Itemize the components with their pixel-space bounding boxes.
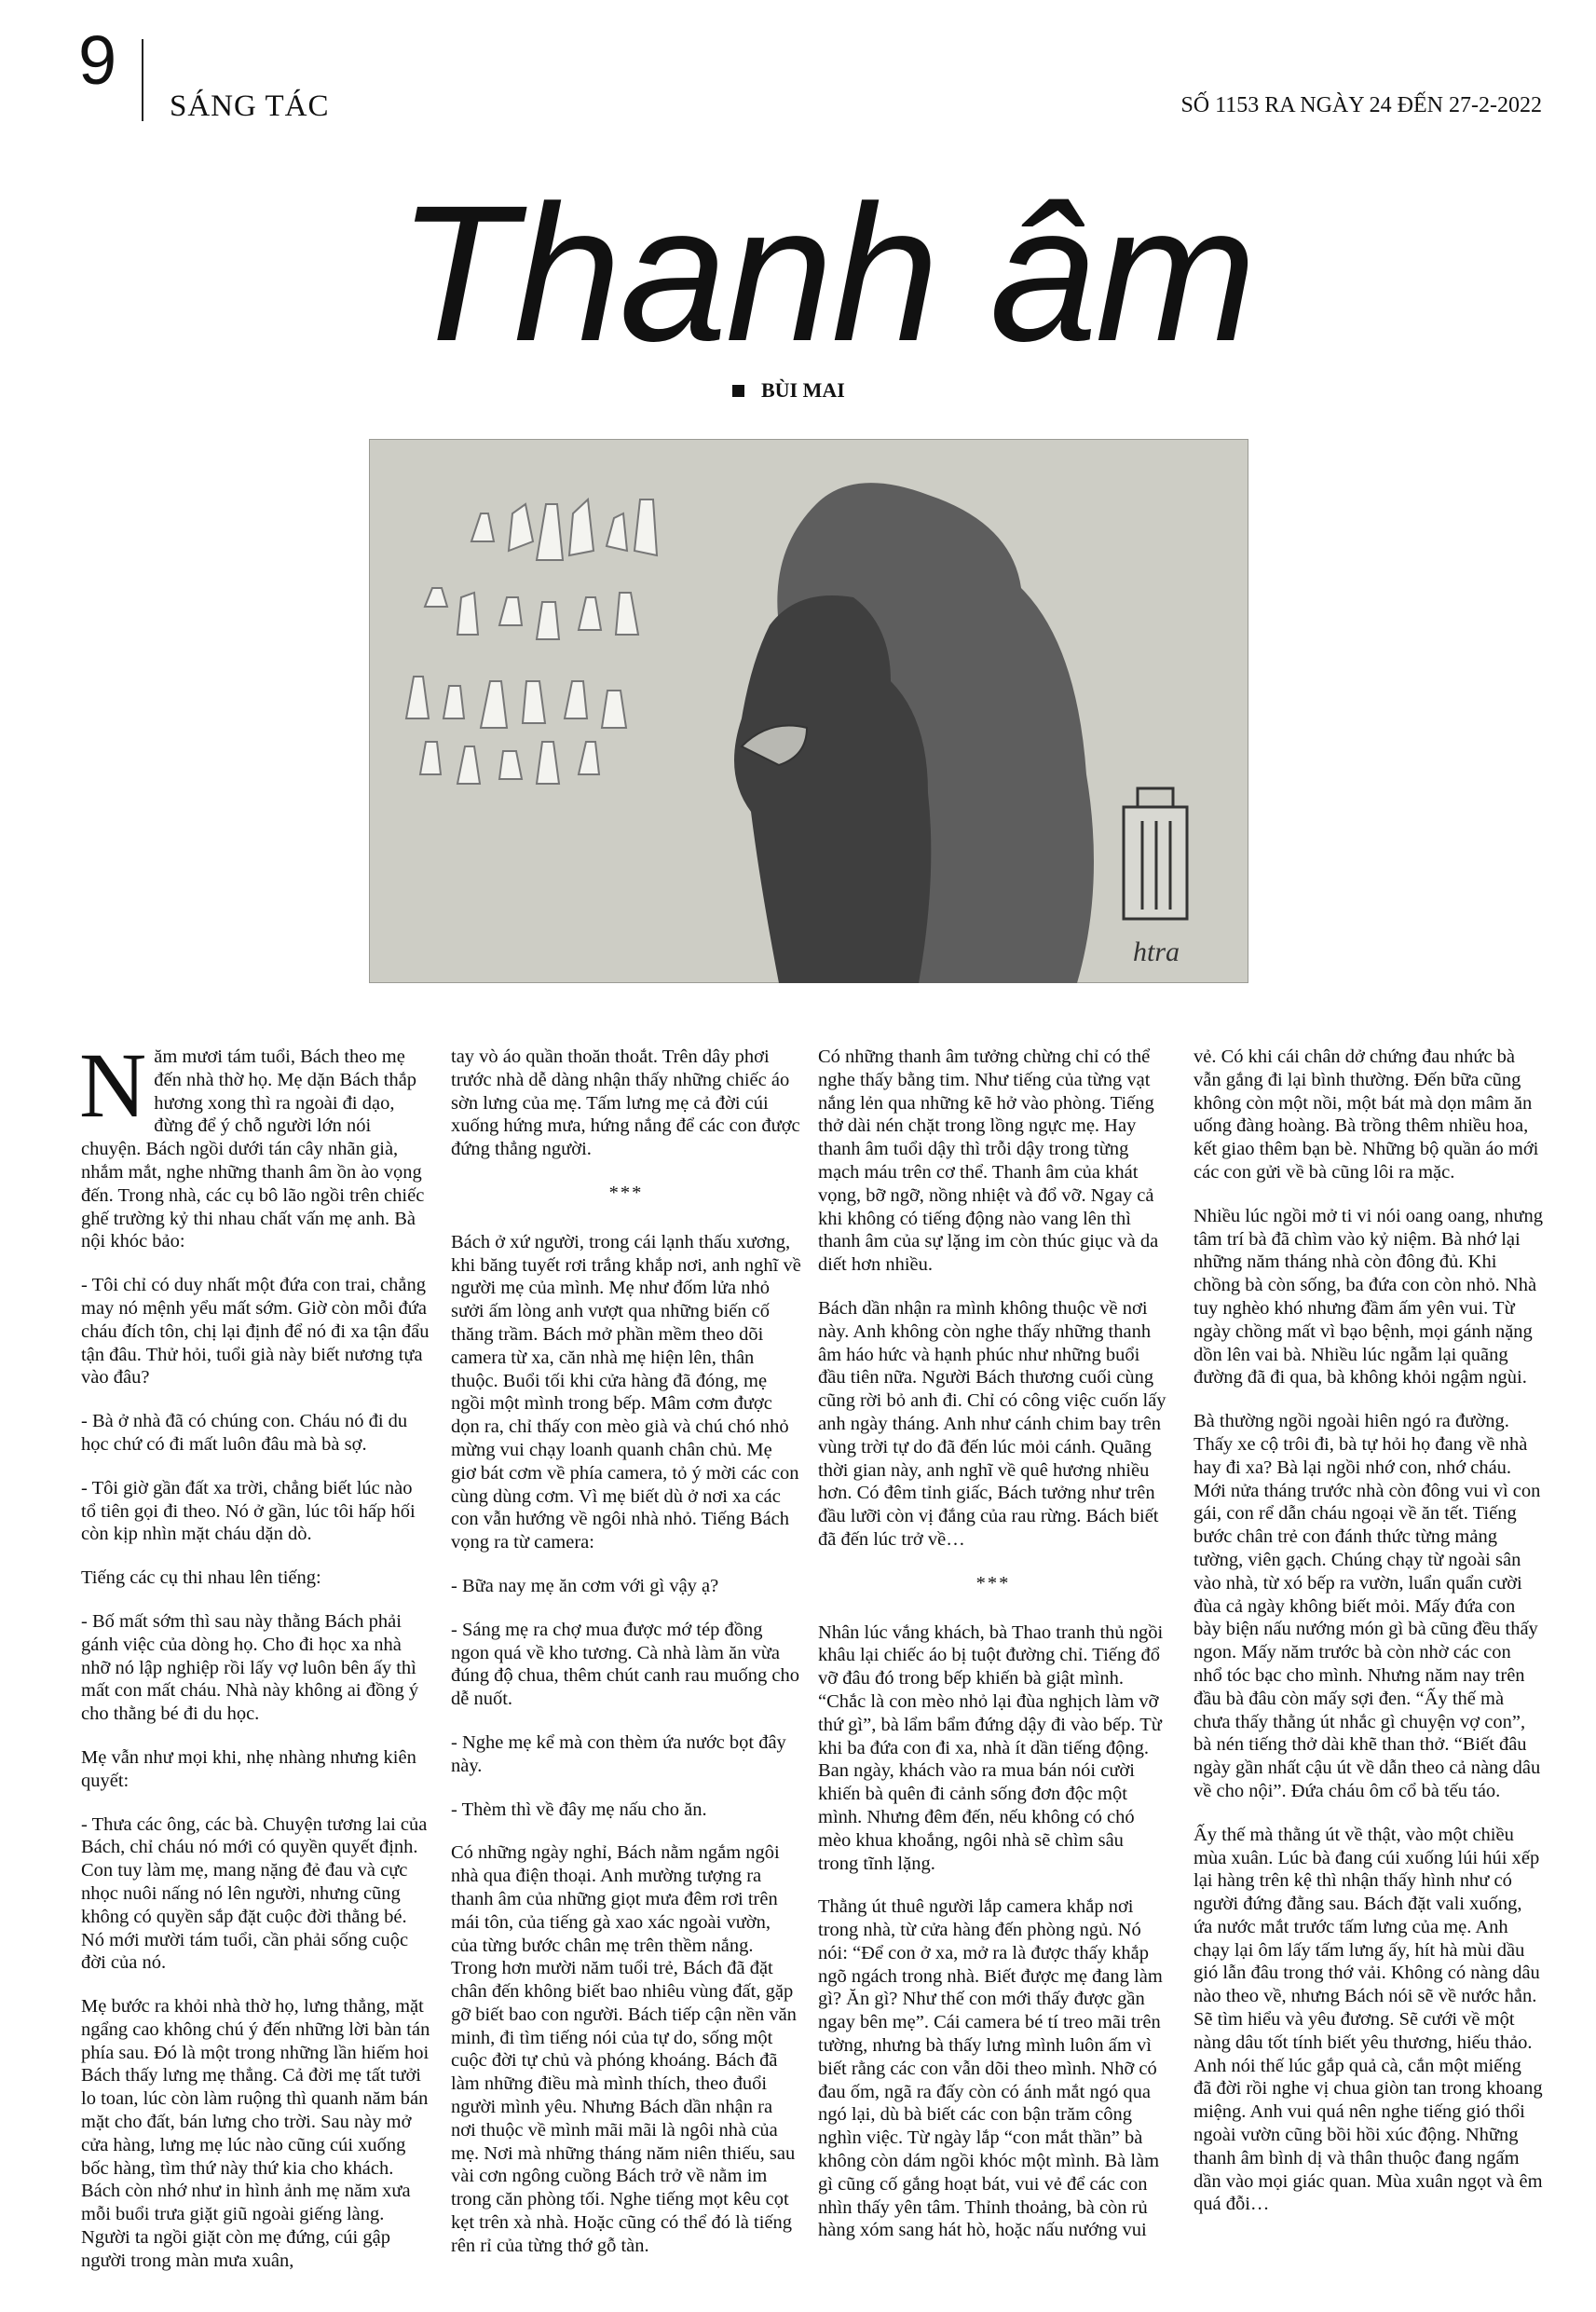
paragraph: Mẹ vẫn như mọi khi, nhẹ nhàng nhưng kiên quyết: bbox=[81, 1746, 416, 1791]
paragraph: - Thưa các ông, các bà. Chuyện tương lai của Bách, chỉ cháu nó mới có quyền quyết định. Con tuy làm mẹ, mang nặng đẻ đau và cực nhọc nuôi nấng nó lên người, nhưng cũng không có quyền sắp đặt cuộc đời thằng bé. Nó mới mười tám tuổi, cần phải sống cuộc đời của nó. bbox=[81, 1813, 428, 1974]
article-title: Thanh âm bbox=[397, 166, 1255, 382]
paragraph: Nhiều lúc ngồi mở ti vi nói oang oang, nhưng tâm trí bà đã chìm vào kỷ niệm. Bà nhớ lại những năm tháng nhà còn đông đủ. Khi chồng bà còn sống, ba đứa con còn nhỏ. Nhà tuy nghèo khó nhưng đầm ấm yên vui. Từ ngày chồng mất vì bạo bệnh, mọi gánh nặng dồn lên vai bà. Nhiều lúc ngẫm lại quãng đường đã đi qua, bà không khỏi ngậm ngùi. bbox=[1194, 1205, 1543, 1389]
column-4 bbox=[1194, 1046, 1544, 2237]
issue-info: SỐ 1153 RA NGÀY 24 ĐẾN 27-2-2022 bbox=[1180, 93, 1542, 117]
paragraph: Ấy thế mà thằng út về thật, vào một chiều mùa xuân. Lúc bà đang cúi xuống lúi húi xếp lại hàng trên kệ thì nhận thấy hình như có người đứng đằng sau. Bách đặt vali xuống, ứa nước mắt trước tấm lưng của mẹ. Anh chạy lại ôm lấy tấm lưng ấy, hít hà mùi dầu gió lẫn đâu trong thớ vải. Không có nàng dâu nào theo về, nhưng Bách nói sẽ về nước hẳn. Sẽ tìm hiểu và yêu đương. Sẽ cưới về một nàng dâu tốt tính biết yêu thương, hiếu thảo. Anh nói thế lúc gắp quả cà, cắn một miếng đã đời rồi nghe vị chua giòn tan trong khoang miệng. Anh vui quá nên nghe tiếng gió thổi ngoài vườn cũng bồi hồi xúc động. Những thanh âm bình dị và thân thuộc đang ngấm dần vào mọi giác quan. Mùa xuân ngọt và êm quá đỗi… bbox=[1194, 1824, 1543, 2215]
section-separator: *** bbox=[608, 1182, 644, 1203]
page-number: 9 bbox=[78, 21, 117, 99]
paragraph: Có những ngày nghỉ, Bách nằm ngắm ngôi nhà qua điện thoại. Anh mường tượng ra thanh âm của những giọt mưa đêm rơi trên mái tôn, của tiếng gà xao xác ngoài vườn, của từng bước chân mẹ trên thềm nắng. Trong hơn mười năm tuổi trẻ, Bách đã đặt chân đến không biết bao nhiêu vùng đất, gặp gỡ biết bao con người. Bách tiếp cận nền văn minh, đi tìm tiếng nói của tự do, sống một cuộc đời tự chủ và phóng khoáng. Bách đã làm những điều mà mình thích, theo đuổi người mình yêu. Nhưng Bách dần nhận ra nơi thuộc về mình mãi mãi là ngôi nhà của mẹ. Nơi mà những tháng năm niên thiếu, sau vài cơn ngông cuồng Bách trở về nằm im trong căn phòng tối. Nghe tiếng mọt kêu cọt kẹt trên xà nhà. Hoặc cũng có thể đó là tiếng rên rỉ của từng thớ gỗ tàn. bbox=[451, 1842, 797, 2256]
paragraph: Bách dần nhận ra mình không thuộc về nơi này. Anh không còn nghe thấy những thanh âm háo hức và hạnh phúc như những buổi đầu tiên nữa. Người Bách thương cuối cùng cũng rời bỏ anh đi. Chỉ có công việc cuốn lấy anh ngày tháng. Anh như cánh chim bay trên vùng trời tự do đã đến lúc mỏi cánh. Quãng thời gian này, anh nghĩ về quê hương nhiều hơn. Có đêm tỉnh giấc, Bách tưởng như trên đầu lưỡi còn vị đắng của rau rừng. Bách biết đã đến lúc trở về… bbox=[818, 1297, 1166, 1550]
paragraph: Nhân lúc vắng khách, bà Thao tranh thủ ngồi khâu lại chiếc áo bị tuột đường chỉ. Tiếng đổ vỡ đâu đó trong bếp khiến bà giật mình. “Chắc là con mèo nhỏ lại đùa nghịch làm vỡ thứ gì”, bà lẩm bẩm đứng dậy đi vào bếp. Từ khi ba đứa con đi xa, nhà ít dần tiếng động. Ban ngày, khách vào ra mua bán nói cười khiến bà quên đi cảnh sống đơn độc một mình. Nhưng đêm đến, nếu không có chó mèo khua khoắng, ngôi nhà sẽ chìm sâu trong tĩnh lặng. bbox=[818, 1621, 1164, 1874]
column-1 bbox=[79, 1033, 431, 2293]
suitcase bbox=[1124, 788, 1187, 919]
paragraph: - Nghe mẹ kể mà con thèm ứa nước bọt đây này. bbox=[451, 1731, 786, 1776]
paragraph: - Bà ở nhà đã có chúng con. Cháu nó đi du học chứ có đi mất luôn đâu mà bà sợ. bbox=[81, 1411, 408, 1455]
column-2 bbox=[451, 1046, 801, 2278]
paragraph: tay vò áo quần thoăn thoắt. Trên dây phơi trước nhà dễ dàng nhận thấy những chiếc áo sờn lưng của mẹ. Tấm lưng mẹ cả đời cúi xuống hứng mưa, hứng nắng để các con được đứng thẳng người. bbox=[451, 1047, 800, 1160]
paragraph: - Bữa nay mẹ ăn cơm với gì vậy ạ? bbox=[451, 1575, 719, 1596]
paragraph-text: ăm mươi tám tuổi, Bách theo mẹ đến nhà thờ họ. Mẹ dặn Bách thắp hương xong thì ra ngoài đi dạo, đừng để ý chỗ người lớn nói chuyện. Bách ngồi dưới tán cây nhãn già, nhắm mắt, nghe những thanh âm ồn ào vọng đến. Trong nhà, các cụ bô lão ngồi trên chiếc ghế trường kỷ thi nhau chất vấn mẹ anh. Bà nội khóc bảo: bbox=[81, 1047, 425, 1252]
paragraph: - Sáng mẹ ra chợ mua được mớ tép đồng ngon quá về kho tương. Cà nhà làm ăn vừa đúng độ chua, thêm chút canh rau muống cho dễ nuốt. bbox=[451, 1619, 800, 1710]
byline bbox=[732, 378, 845, 403]
paragraph: Bách ở xứ người, trong cái lạnh thấu xương, khi băng tuyết rơi trắng khắp nơi, anh nghĩ về người mẹ của mình. Mẹ như đốm lửa nhỏ sưởi ấm lòng anh vượt qua những biến cố thăng trầm. Bách mở phần mềm theo dõi camera từ xa, căn nhà mẹ hiện lên, thân thuộc. Buổi tối khi cửa hàng đã đóng, mẹ ngồi một mình trong bếp. Mâm cơm được dọn ra, chỉ thấy con mèo già và chú chó nhỏ mừng vui chạy loanh quanh chân chủ. Mẹ giơ bát cơm về phía camera, tỏ ý mời các con cùng dùng cơm. Vì mẹ biết dù ở nơi xa các con vẫn hướng về ngôi nhà nhỏ. Tiếng Bách vọng ra từ camera: bbox=[451, 1231, 801, 1553]
author-name: BÙI MAI bbox=[761, 378, 845, 402]
artist-signature: htra bbox=[1133, 937, 1180, 967]
paragraph: - Thèm thì về đây mẹ nấu cho ăn. bbox=[451, 1799, 707, 1820]
column-3 bbox=[818, 1046, 1168, 2263]
paragraph: Thằng út thuê người lắp camera khắp nơi trong nhà, từ cửa hàng đến phòng ngủ. Nó nói: “Để con ở xa, mở ra là được thấy khắp ngõ ngách trong nhà. Biết được mẹ đang làm gì? Ăn gì? Như thế con mới thấy được gần ngay bên mẹ”. Cái camera bé tí treo mãi trên tường, nhưng bà thấy lưng mình luôn ấm vì biết rằng các con vẫn dõi theo mình. Nhỡ có đau ốm, ngã ra đấy còn có ánh mắt ngó qua ngó lại, dù bà biết các con bận trăm công nghìn việc. Từ ngày lắp “con mắt thần” bà không còn dám ngồi khóc một mình. Bà làm gì cũng cố gắng hoạt bát, vui vẻ để các con nhìn thấy yên tâm. Thỉnh thoảng, bà còn rủ hàng xóm sang hát hò, hoặc nấu nướng vui bbox=[818, 1896, 1163, 2241]
paragraph: Bà thường ngồi ngoài hiên ngó ra đường. Thấy xe cộ trôi đi, bà tự hỏi họ đang về nhà hay đi xa? Bà lại ngồi nhớ con, nhớ cháu. Mới nửa tháng trước nhà còn đông vui vì con gái, con rể dẫn cháu ngoại về ăn tết. Tiếng bước chân trẻ con đánh thức từng mảng tường, viên gạch. Chúng chạy từ ngoài sân vào nhà, từ xó bếp ra vườn, luẩn quẩn cười đùa cả ngày không biết mỏi. Mấy đứa con bày biện nấu nướng món gì bà cũng đều thấy ngon. Mấy năm trước bà còn nhờ các con nhổ tóc bạc cho mình. Nhưng năm nay trên đầu bà đâu còn mấy sợi đen. “Ấy thế mà chưa thấy thằng út nhắc gì chuyện vợ con”, bà nén tiếng thở dài khẽ than thở. “Biết đâu ngày gần nhất cậu út về dẫn theo cả nàng dâu về cho nội”. Đứa cháu ôm cổ bà tếu táo. bbox=[1194, 1411, 1541, 1801]
square-bullet-icon bbox=[732, 385, 744, 397]
section-name: SÁNG TÁC bbox=[170, 89, 330, 123]
paragraph bbox=[79, 1033, 431, 1253]
paragraph: Có những thanh âm tưởng chừng chỉ có thể nghe thấy bằng tim. Như tiếng của từng vạt nắng lẻn qua những kẽ hở vào phòng. Tiếng thở dài nén chặt trong lồng ngực mẹ. Hay thanh âm tuổi dậy thì trỗi dậy trong từng mạch máu trên cơ thể. Thanh âm của khát vọng, bỡ ngỡ, nồng nhiệt và đổ vỡ. Ngay cả khi không có tiếng động nào vang lên thì thanh âm của sự lặng im còn thúc giục và da diết hơn nhiều. bbox=[818, 1047, 1159, 1276]
paragraph: Tiếng các cụ thi nhau lên tiếng: bbox=[81, 1567, 321, 1589]
paragraph: vẻ. Có khi cái chân dở chứng đau nhức bà vẫn gắng đi lại bình thường. Đến bữa cũng không còn một nồi, một bát mà dọn mâm ăn uống đàng hoàng. Bà trồng thêm nhiều hoa, kết giao thêm bạn bè. Những bộ quần áo mới các con gửi về bà cũng lôi ra mặc. bbox=[1194, 1047, 1539, 1183]
drop-cap: N bbox=[79, 1033, 147, 1137]
paragraph: - Tôi giờ gần đất xa trời, chẳng biết lúc nào tổ tiên gọi đi theo. Nó ở gần, lúc tôi hấp hối còn kịp nhìn mặt cháu dặn dò. bbox=[81, 1477, 416, 1545]
article-illustration bbox=[369, 439, 1248, 983]
section-separator: *** bbox=[975, 1572, 1011, 1594]
paragraph: Mẹ bước ra khỏi nhà thờ họ, lưng thẳng, mặt ngẩng cao không chú ý đến những lời bàn tán phía sau. Đó là một trong những lần hiếm hoi Bách thấy lưng mẹ thẳng. Cả đời mẹ tất tưởi lo toan, lúc còn làm ruộng thì quanh năm bán mặt cho đất, bán lưng cho trời. Sau này mở cửa hàng, lưng mẹ lúc nào cũng cúi xuống bốc hàng, tìm thứ này thứ kia cho khách. Bách còn nhớ như in hình ảnh mẹ năm xưa mỗi buổi trưa giặt giũ ngoài giếng làng. Người ta ngồi giặt còn mẹ đứng, cúi gập người trong màn mưa xuân, bbox=[81, 1996, 430, 2271]
header-divider bbox=[142, 39, 143, 121]
paragraph: - Bố mất sớm thì sau này thằng Bách phải gánh việc của dòng họ. Cho đi học xa nhà nhỡ nó lập nghiệp rồi lấy vợ luôn bên ấy thì mất con mất cháu. Nhà này không ai đồng ý cho thằng bé đi du học. bbox=[81, 1610, 419, 1725]
paragraph: - Tôi chỉ có duy nhất một đứa con trai, chẳng may nó mệnh yểu mất sớm. Giờ còn mỗi đứa cháu đích tôn, chị lại định để nó đi xa tận đẩu tận đâu. Thử hỏi, tuổi già này biết nương tựa vào đâu? bbox=[81, 1275, 430, 1389]
